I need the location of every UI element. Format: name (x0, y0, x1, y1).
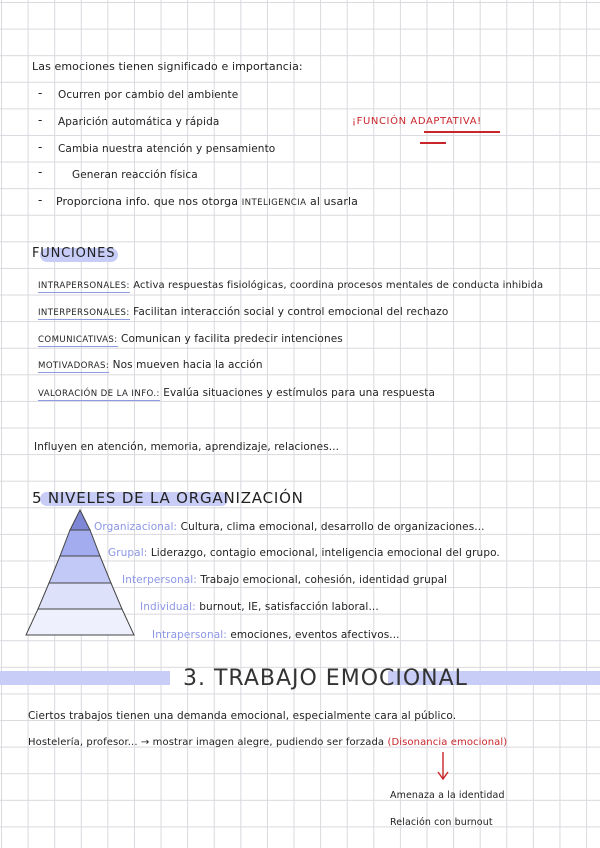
side-note-underline (424, 131, 500, 133)
nivel-name: Organizacional: (94, 521, 178, 533)
disonancia-label: (Disonancia emocional) (387, 737, 508, 748)
bullet-1: Ocurren por cambio del ambiente (58, 89, 239, 101)
nivel-name: Intrapersonal: (152, 629, 227, 641)
niveles-heading (32, 489, 304, 507)
side-note-underline-short (420, 142, 446, 144)
pyramid-level-individual (38, 583, 122, 609)
funcion-text: Activa respuestas fisiológicas, coordina procesos mentales de conducta inhibida (133, 280, 544, 291)
bullet-3: Cambia nuestra atención y pensamiento (58, 143, 276, 155)
consequence-1: Amenaza a la identidad (390, 790, 505, 801)
funcion-row (38, 305, 448, 320)
trabajo-line-1: Ciertos trabajos tienen una demanda emocional, especialmente cara al público. (28, 710, 457, 722)
bullet-dash: - (38, 165, 43, 179)
pyramid-level-interpersonal (49, 556, 111, 583)
bullet-4: Generan reacción física (72, 169, 198, 181)
nivel-text: Cultura, clima emocional, desarrollo de organizaciones... (180, 521, 485, 533)
funcion-label: INTRAPERSONALES: (38, 281, 130, 291)
nivel-name: Interpersonal: (122, 574, 197, 586)
trabajo-line-2-text: Hostelería, profesor... → mostrar imagen alegre, pudiendo ser forzada (28, 737, 385, 748)
nivel-text: burnout, IE, satisfacción laboral... (199, 601, 379, 613)
funcion-text: Comunican y facilita predecir intenciones (121, 333, 343, 345)
nivel-row (122, 573, 447, 587)
nivel-text: Liderazgo, contagio emocional, inteligencia emocional del grupo. (150, 547, 500, 559)
nivel-row (94, 520, 485, 534)
funcion-row (38, 278, 543, 293)
nivel-name: Grupal: (108, 547, 148, 559)
bullet-5-caps: INTELIGENCIA (241, 198, 307, 208)
intro-heading: Las emociones tienen significado e importancia: (32, 60, 303, 73)
bullet-5 (56, 195, 358, 210)
bullet-5-tail: al usarla (310, 195, 358, 208)
bullet-dash: - (38, 86, 43, 100)
down-arrow-icon (436, 752, 450, 782)
side-note-adaptativa: ¡FUNCIÓN ADAPTATIVA! (352, 116, 482, 127)
pyramid-level-intrapersonal (26, 609, 134, 635)
funcion-text: Facilitan interacción social y control emocional del rechazo (133, 306, 449, 318)
nivel-text: Trabajo emocional, cohesión, identidad grupal (200, 574, 448, 586)
funcion-row (38, 332, 343, 347)
funcion-label: MOTIVADORAS: (38, 361, 110, 371)
nivel-name: Individual: (140, 601, 196, 613)
funcion-text: Nos mueven hacia la acción (112, 359, 263, 371)
section-title: 3. TRABAJO EMOCIONAL (183, 666, 468, 691)
nivel-text: emociones, eventos afectivos... (230, 629, 400, 641)
bullet-2: Aparición automática y rápida (58, 116, 220, 128)
funciones-heading: FUNCIONES (32, 246, 116, 261)
bullet-dash: - (38, 193, 43, 207)
consequence-2: Relación con burnout (390, 817, 493, 828)
bullet-dash: - (38, 140, 43, 154)
funcion-row (38, 386, 435, 401)
nivel-row (108, 546, 500, 560)
trabajo-line-2 (28, 736, 507, 750)
pyramid-level-organizacional (70, 510, 90, 530)
funcion-label: VALORACIÓN DE LA INFO.: (38, 389, 160, 399)
nivel-row (140, 600, 379, 614)
niveles-heading-text: 5 NIVELES DE LA ORGANIZACIÓN (32, 489, 304, 507)
bullet-dash: - (38, 113, 43, 127)
funcion-label: COMUNICATIVAS: (38, 335, 118, 345)
title-band-left (0, 671, 170, 685)
funcion-text: Evalúa situaciones y estímulos para una respuesta (163, 387, 436, 399)
influence-text: Influyen en atención, memoria, aprendizaje, relaciones... (34, 441, 340, 453)
nivel-row (152, 628, 400, 642)
funcion-row (38, 358, 263, 373)
bullet-5-text: Proporciona info. que nos otorga (56, 195, 239, 208)
funcion-label: INTERPERSONALES: (38, 308, 130, 318)
